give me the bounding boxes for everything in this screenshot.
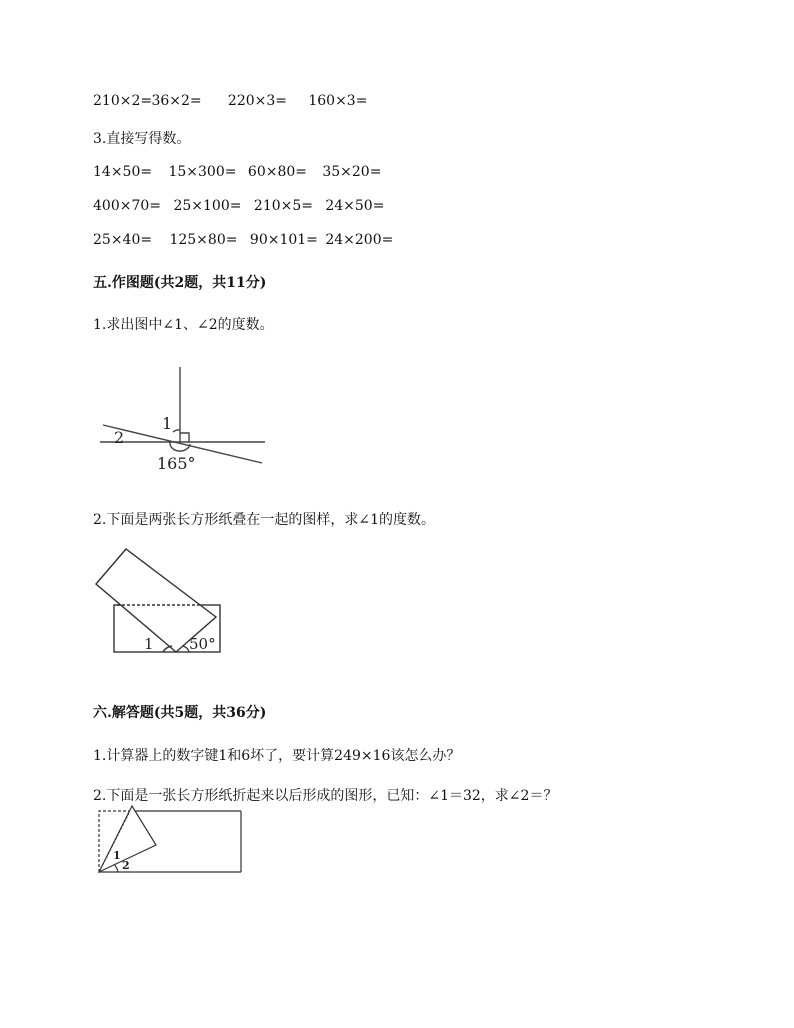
section-6-heading: 六.解答题(共5题，共36分) — [93, 705, 267, 721]
section-6-question-2: 2.下面是一张长方形纸折起来以后形成的图形，已知：∠1＝32，求∠2＝？ — [93, 788, 558, 804]
angle-1-label: 1 — [144, 635, 154, 653]
angle-1-label: 1 — [162, 414, 173, 433]
angle-50-label: 50° — [189, 635, 216, 653]
calc-item: 25×40= — [93, 232, 153, 248]
section-5-heading: 五.作图题(共2题，共11分) — [93, 275, 267, 291]
question-3-title: 3.直接写得数。 — [93, 131, 191, 147]
calc-item: 60×80= — [247, 164, 307, 180]
calc-item: 220×3= — [227, 93, 287, 109]
calc-item: 24×50= — [325, 198, 385, 214]
calc-item: 36×2= — [151, 93, 202, 109]
calc-item: 90×101= — [249, 232, 318, 248]
angle-2-arc — [114, 864, 118, 872]
angle-2-label: 2 — [114, 428, 125, 447]
calc-item: 210×5= — [253, 198, 313, 214]
section-5-question-1: 1.求出图中∠1、∠2的度数。 — [93, 317, 274, 333]
calc-item: 160×3= — [308, 93, 368, 109]
calc-item: 15×300= — [168, 164, 237, 180]
section-5-question-2: 2.下面是两张长方形纸叠在一起的图样，求∠1的度数。 — [93, 512, 435, 528]
calc-item: 24×200= — [325, 232, 394, 248]
angle-1-label: 1 — [113, 849, 121, 862]
calc-item: 125×80= — [169, 232, 238, 248]
angle-165-label: 165° — [157, 454, 196, 473]
calc-item: 210×2= — [93, 93, 153, 109]
angle-2-label: 2 — [122, 859, 130, 872]
calc-item: 14×50= — [93, 164, 153, 180]
calc-item: 25×100= — [173, 198, 242, 214]
calc-item: 35×20= — [322, 164, 382, 180]
calc-item: 400×70= — [93, 198, 161, 214]
section-6-question-1: 1.计算器上的数字键1和6坏了，要计算249×16该怎么办？ — [93, 748, 461, 764]
